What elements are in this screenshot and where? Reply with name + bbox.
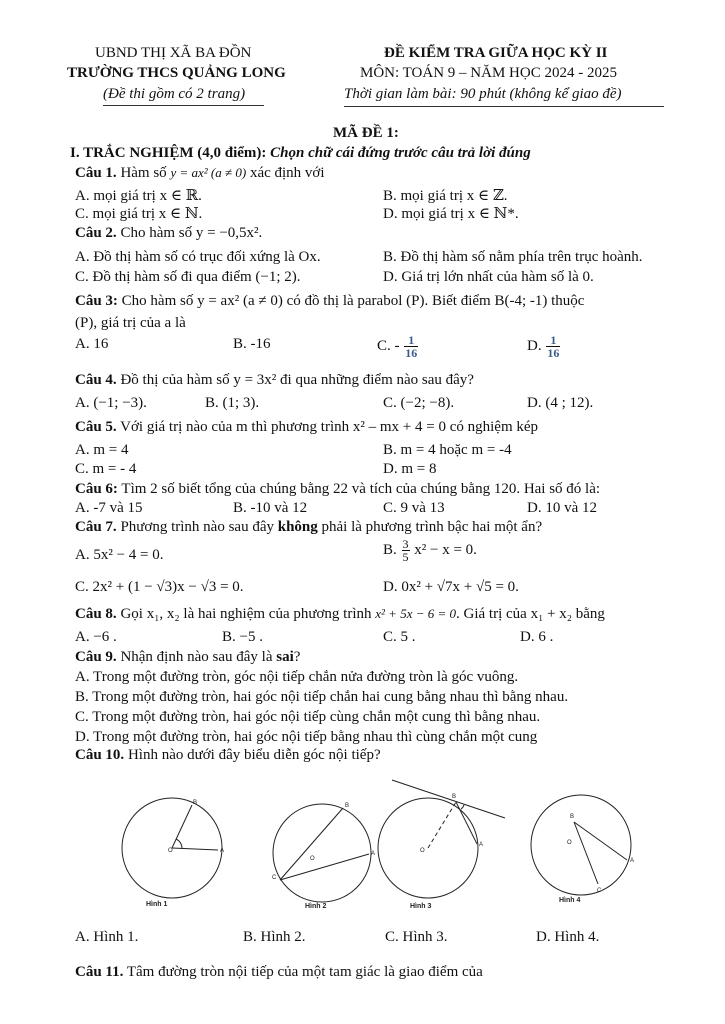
figure-3-angle-arc — [461, 805, 464, 809]
header-underline-right — [344, 106, 664, 107]
question-2 — [75, 225, 262, 242]
q9-option-c[interactable]: C. Trong một đường tròn, hai góc nội tiếp cùng chắn một cung thì bằng nhau. — [75, 709, 541, 725]
q8-text-b: . Giá trị của x₁ + x₂ bằng — [456, 606, 605, 622]
figure-3-tangent-line — [392, 780, 505, 818]
q8-label: Câu 8. — [75, 606, 117, 622]
fig3-label-a: A — [479, 842, 484, 848]
q7-option-d[interactable]: D. 0x² + √7x + √5 = 0. — [383, 579, 519, 595]
q5-option-a[interactable]: A. m = 4 — [75, 442, 129, 458]
q1-option-c[interactable]: C. mọi giá trị x ∈ ℕ. — [75, 206, 203, 222]
q9-option-b[interactable]: B. Trong một đường tròn, hai góc nội tiếp chắn hai cung bằng nhau thì bằng nhau. — [75, 689, 569, 705]
fig1-label-a: A — [220, 848, 225, 854]
question-5 — [75, 419, 538, 436]
figure-4-circle — [531, 795, 631, 895]
q5-text: Với giá trị nào của m thì phương trình x² – mx + 4 = 0 có nghiệm kép — [120, 419, 539, 435]
q10-option-c[interactable]: C. Hình 3. — [385, 929, 448, 945]
q11-label: Câu 11. — [75, 964, 124, 980]
q1-option-a[interactable]: A. mọi giá trị x ∈ ℝ. — [75, 188, 202, 204]
q3-text: Cho hàm số y = ax² (a ≠ 0) có đồ thị là parabol (P). Biết điểm B(-4; -1) thuộc — [121, 293, 585, 309]
q3-c-denominator: 16 — [405, 346, 418, 360]
q4-label: Câu 4. — [75, 372, 117, 388]
department-name: UBND THỊ XÃ BA ĐỒN — [95, 45, 252, 61]
q9-label: Câu 9. — [75, 649, 117, 665]
q8-option-a[interactable]: A. −6 . — [75, 629, 117, 645]
q3-option-c-label: C. - — [377, 337, 400, 354]
fig1-label-b: B — [193, 800, 198, 806]
fig4-label-b: B — [570, 814, 575, 820]
q5-label: Câu 5. — [75, 419, 117, 435]
q2-option-a[interactable]: A. Đồ thị hàm số có trục đối xứng là Ox. — [75, 249, 321, 265]
q10-option-b[interactable]: B. Hình 2. — [243, 929, 306, 945]
figure-1-caption: Hình 1 — [146, 901, 168, 908]
q8-option-b[interactable]: B. −5 . — [222, 629, 263, 645]
question-1 — [75, 165, 325, 182]
q9-option-a[interactable]: A. Trong một đường tròn, góc nội tiếp chắn nửa đường tròn là góc vuông. — [75, 669, 519, 685]
q1-option-b[interactable]: B. mọi giá trị x ∈ ℤ. — [383, 188, 508, 204]
q7-text-a: Phương trình nào sau đây — [120, 519, 274, 535]
q3-label: Câu 3: — [75, 293, 118, 309]
figure-3 — [378, 780, 505, 898]
q4-option-b[interactable]: B. (1; 3). — [205, 395, 260, 411]
q6-text: Tìm 2 số biết tổng của chúng bằng 22 và tích của chúng bằng 120. Hai số đó là: — [121, 481, 601, 497]
figure-2-caption: Hình 2 — [305, 903, 327, 910]
figure-1-segment-ob — [172, 805, 192, 848]
q4-option-d[interactable]: D. (4 ; 12). — [527, 395, 594, 411]
q3-option-c-fraction — [404, 334, 418, 359]
q6-option-a[interactable]: A. -7 và 15 — [75, 500, 143, 516]
figure-1-segment-oa — [172, 848, 218, 850]
fig4-label-o: O — [567, 840, 572, 846]
figure-3-caption: Hình 3 — [410, 903, 432, 910]
q2-option-c[interactable]: C. Đồ thị hàm số đi qua điểm (−1; 2). — [75, 269, 301, 285]
school-name: TRƯỜNG THCS QUẢNG LONG — [67, 65, 286, 81]
exam-code: MÃ ĐỀ 1: — [333, 125, 399, 141]
q3-c-numerator: 1 — [404, 334, 418, 347]
question-11 — [75, 964, 483, 981]
q7-b-denominator: 5 — [402, 550, 409, 564]
q7-text-b: phải là phương trình bậc hai một ẩn? — [321, 519, 543, 535]
q2-label: Câu 2. — [75, 225, 117, 241]
figure-4-chord-ba — [574, 822, 627, 860]
figure-3-chord-ba — [456, 802, 477, 844]
q1-option-d[interactable]: D. mọi giá trị x ∈ ℕ*. — [383, 206, 519, 222]
q11-text: Tâm đường tròn nội tiếp của một tam giác là giao điểm của — [126, 964, 483, 980]
q4-option-a[interactable]: A. (−1; −3). — [75, 395, 147, 411]
q3-option-a[interactable]: A. 16 — [75, 336, 109, 352]
q3-option-b[interactable]: B. -16 — [233, 336, 271, 352]
q7-option-b-prefix: B. — [383, 541, 397, 558]
figure-2-chord-ca — [280, 854, 369, 880]
q4-option-c[interactable]: C. (−2; −8). — [383, 395, 455, 411]
header-underline-left — [103, 105, 264, 106]
q6-option-c[interactable]: C. 9 và 13 — [383, 500, 445, 516]
section-heading: I. TRẮC NGHIỆM (4,0 điểm): — [70, 145, 267, 161]
fig2-label-b: B — [345, 803, 350, 809]
q4-text: Đồ thị của hàm số y = 3x² đi qua những điểm nào sau đây? — [120, 372, 474, 388]
q3-d-denominator: 16 — [547, 346, 560, 360]
q8-text-a: Gọi x₁, x₂ là hai nghiệm của phương trình — [120, 606, 372, 622]
fig1-label-o: O — [168, 848, 173, 854]
q10-text: Hình nào dưới đây biểu diễn góc nội tiếp? — [127, 747, 381, 763]
q5-option-b[interactable]: B. m = 4 hoặc m = -4 — [383, 442, 512, 458]
figure-4-chord-bc — [574, 822, 598, 884]
q8-option-d[interactable]: D. 6 . — [520, 629, 554, 645]
q6-label: Câu 6: — [75, 481, 118, 497]
q2-option-d[interactable]: D. Giá trị lớn nhất của hàm số là 0. — [383, 269, 594, 285]
q10-figures — [0, 770, 725, 920]
q10-option-a[interactable]: A. Hình 1. — [75, 929, 139, 945]
q7-option-a[interactable]: A. 5x² − 4 = 0. — [75, 547, 164, 563]
section-instruction: Chọn chữ cái đứng trước câu trả lời đúng — [270, 145, 531, 161]
fig2-label-c: C — [272, 875, 277, 881]
q5-option-d[interactable]: D. m = 8 — [383, 461, 437, 477]
q6-option-b[interactable]: B. -10 và 12 — [233, 500, 308, 516]
q7-option-b-fraction — [402, 538, 410, 563]
question-3 — [75, 293, 584, 310]
fig2-label-a: A — [371, 851, 376, 857]
question-9 — [75, 649, 300, 666]
q5-option-c[interactable]: C. m = - 4 — [75, 461, 137, 477]
q7-label: Câu 7. — [75, 519, 117, 535]
fig4-label-a: A — [630, 858, 635, 864]
q10-label: Câu 10. — [75, 747, 125, 763]
figure-1-angle-arc — [176, 839, 182, 848]
q3-option-c[interactable] — [377, 334, 419, 359]
figure-3-radius-ob — [428, 802, 456, 848]
q7-option-c[interactable]: C. 2x² + (1 − √3)x − √3 = 0. — [75, 579, 244, 595]
figure-2-chord-cb — [280, 808, 343, 880]
q10-option-d[interactable]: D. Hình 4. — [536, 929, 600, 945]
page-count-note: (Đề thi gồm có 2 trang) — [103, 86, 246, 102]
q9-text-bold: sai — [276, 649, 294, 665]
q9-text-b: ? — [293, 649, 301, 665]
q7-b-numerator: 3 — [402, 537, 409, 551]
q6-option-d[interactable]: D. 10 và 12 — [527, 500, 597, 516]
q3-option-d[interactable] — [527, 334, 561, 359]
q9-option-d[interactable]: D. Trong một đường tròn, hai góc nội tiếp bằng nhau thì cùng chắn một cung — [75, 729, 538, 745]
figure-2-circle — [273, 804, 371, 902]
q7-option-b-suffix: x² − x = 0. — [414, 541, 477, 558]
question-4 — [75, 372, 474, 389]
time-limit: Thời gian làm bài: 90 phút (không kể giao đề) — [344, 86, 622, 102]
question-8 — [75, 606, 605, 623]
figure-4 — [531, 795, 631, 895]
q1-formula: y = ax² (a ≠ 0) — [170, 165, 247, 180]
subject-line: MÔN: TOÁN 9 – NĂM HỌC 2024 - 2025 — [360, 65, 617, 81]
fig4-label-c: C — [597, 888, 602, 894]
q3-option-d-label: D. — [527, 337, 542, 354]
q2-text: Cho hàm số y = −0,5x². — [120, 225, 263, 241]
section-title — [70, 145, 531, 162]
q3-d-numerator: 1 — [546, 334, 560, 347]
exam-title: ĐỀ KIỂM TRA GIỮA HỌC KỲ II — [384, 45, 608, 61]
fig3-label-b: B — [452, 794, 457, 800]
q7-option-b[interactable] — [383, 538, 477, 563]
q1-label: Câu 1. — [75, 165, 117, 181]
q8-formula: x² + 5x − 6 = 0 — [375, 606, 457, 621]
q3-text-continued: (P), giá trị của a là — [75, 315, 186, 331]
fig3-label-o: O — [420, 848, 425, 854]
q1-text-a: Hàm số — [120, 165, 167, 181]
q9-text-a: Nhận định nào sau đây là — [120, 649, 273, 665]
q3-option-d-fraction — [546, 334, 560, 359]
figure-2 — [273, 804, 371, 902]
question-10 — [75, 747, 381, 764]
question-7 — [75, 519, 542, 536]
q1-text-b: xác định với — [249, 165, 325, 181]
q8-option-c[interactable]: C. 5 . — [383, 629, 416, 645]
q7-text-bold: không — [277, 519, 318, 535]
figure-4-caption: Hình 4 — [559, 897, 581, 904]
question-6 — [75, 481, 600, 498]
fig2-label-o: O — [310, 856, 315, 862]
q2-option-b[interactable]: B. Đồ thị hàm số nằm phía trên trục hoành. — [383, 249, 643, 265]
